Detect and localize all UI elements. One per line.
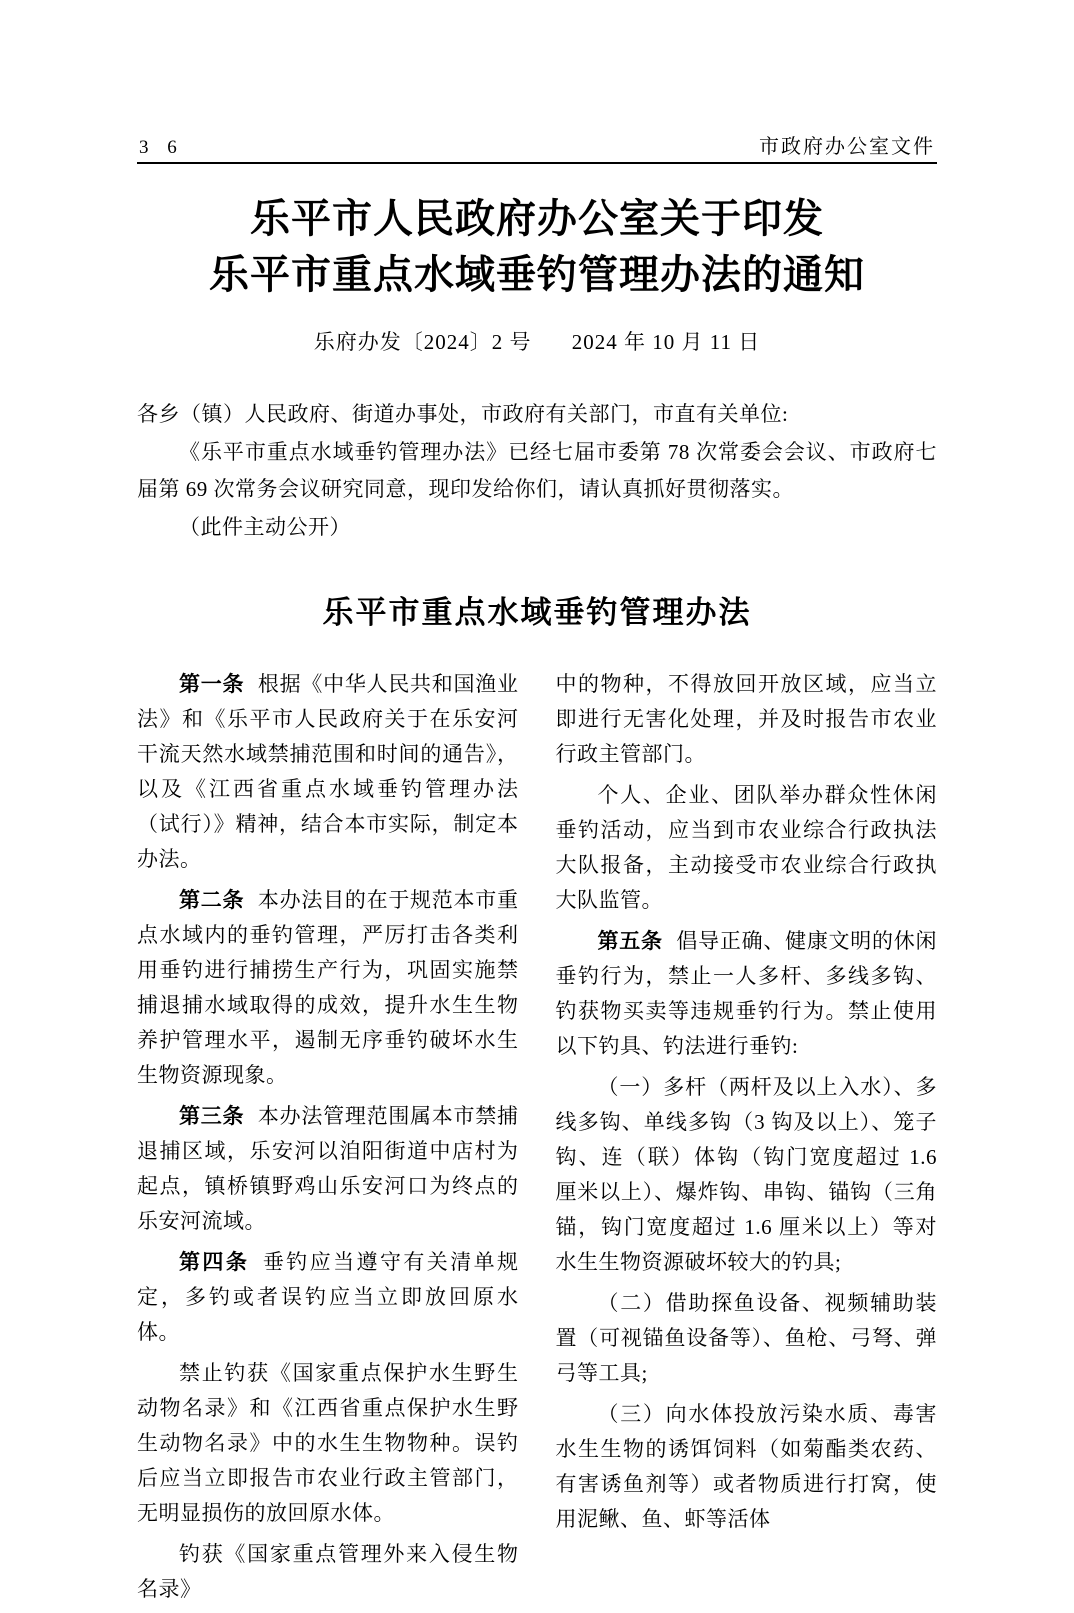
body-paragraph: （二）借助探鱼设备、视频辅助装置（可视锚鱼设备等）、鱼枪、弓弩、弹弓等工具; <box>555 1291 937 1385</box>
page-number: 3 6 <box>139 137 184 158</box>
body-paragraph: 第五条 倡导正确、健康文明的休闲垂钓行为，禁止一人多杆、多线多钩、钓获物买卖等违规垂钓行为。禁止使用以下钓具、钓法进行垂钓: <box>555 929 938 1058</box>
doc-meta <box>137 326 937 356</box>
article-label: 第二条 <box>179 888 245 912</box>
notice-body <box>137 396 937 546</box>
body-paragraph: （三）向水体投放污染水质、毒害水生生物的诱饵饲料（如菊酯类农药、有害诱鱼剂等）或者物质进行打窝，使用泥鳅、鱼、虾等活体 <box>555 1402 937 1531</box>
right-column <box>556 667 938 1613</box>
notice-paragraph: 《乐平市重点水域垂钓管理办法》已经七届市委第 78 次常委会会议、市政府七届第 69 次常务会议研究同意，现印发给你们，请认真抓好贯彻落实。 <box>137 439 937 501</box>
body-paragraph: （一）多杆（两杆及以上入水）、多线多钩、单线多钩（3 钩及以上）、笼子钩、连（联）体钩（钩门宽度超过 1.6 厘米以上）、爆炸钩、串钩、锚钩（三角锚，钩门宽度超过 1.6 厘米以上）等对水生生物资源破坏较大的钓具; <box>555 1075 937 1274</box>
body-paragraph: 钓获《国家重点管理外来入侵生物名录》 <box>137 1542 519 1601</box>
measures-body <box>137 667 937 1613</box>
article-label: 第一条 <box>179 672 245 696</box>
body-paragraph: 禁止钓获《国家重点保护水生野生动物名录》和《江西省重点保护水生野生动物名录》中的水生生物物种。误钓后应当立即报告市农业行政主管部门，无明显损伤的放回原水体。 <box>137 1361 519 1525</box>
notice-title <box>137 191 937 303</box>
publicity-note: （此件主动公开） <box>179 514 351 539</box>
salutation: 各乡（镇）人民政府、街道办事处，市政府有关部门，市直有关单位: <box>137 402 789 426</box>
notice-title-line1: 乐平市人民政府办公室关于印发 <box>250 196 824 241</box>
doc-date: 2024 年 10 月 11 日 <box>571 330 761 354</box>
header-rule <box>137 162 937 164</box>
header-doc-type: 市政府办公室文件 <box>759 136 935 158</box>
left-column <box>137 667 519 1613</box>
body-paragraph: 个人、企业、团队举办群众性休闲垂钓活动，应当到市农业综合行政执法大队报备，主动接受市农业综合行政执大队监管。 <box>555 783 937 912</box>
measures-title: 乐平市重点水域垂钓管理办法 <box>322 595 752 630</box>
article-label: 第三条 <box>179 1104 245 1128</box>
doc-number: 乐府办发〔2024〕2 号 <box>313 330 532 354</box>
article-label: 第五条 <box>597 929 663 953</box>
body-paragraph: 第二条 本办法目的在于规范本市重点水域内的垂钓管理，严厉打击各类利用垂钓进行捕捞生产行为，巩固实施禁捕退捕水域取得的成效，提升水生生物养护管理水平，遏制无序垂钓破坏水生生物资源现象。 <box>137 888 519 1087</box>
body-paragraph: 中的物种，不得放回开放区域，应当立即进行无害化处理，并及时报告市农业行政主管部门。 <box>555 672 937 766</box>
body-paragraph: 第四条 垂钓应当遵守有关清单规定，多钓或者误钓应当立即放回原水体。 <box>137 1250 519 1344</box>
body-paragraph: 第一条 根据《中华人民共和国渔业法》和《乐平市人民政府关于在乐安河干流天然水域禁捕范围和时间的通告》，以及《江西省重点水域垂钓管理办法（试行）》精神，结合本市实际，制定本办法。 <box>137 672 519 871</box>
body-paragraph: 第三条 本办法管理范围属本市禁捕退捕区域，乐安河以洎阳街道中店村为起点，镇桥镇野鸡山乐安河口为终点的乐安河流域。 <box>137 1104 519 1233</box>
notice-title-line2: 乐平市重点水域垂钓管理办法的通知 <box>209 252 865 297</box>
article-label: 第四条 <box>179 1250 250 1274</box>
page-header <box>137 130 937 159</box>
